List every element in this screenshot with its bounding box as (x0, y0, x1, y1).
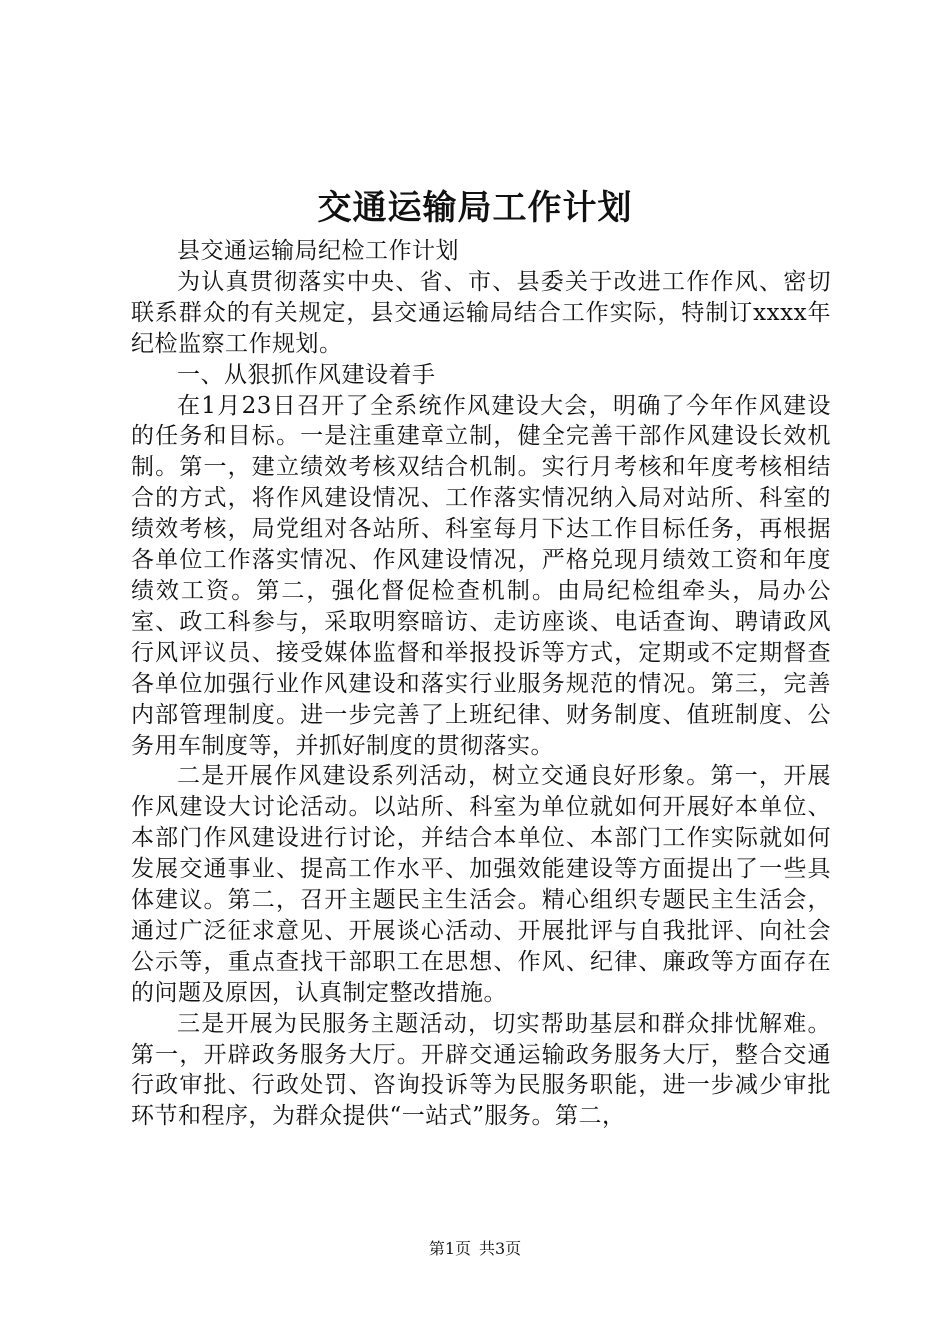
page-footer (0, 1238, 950, 1260)
paragraph-intro: 为认真贯彻落实中央、省、市、县委关于改进工作作风、密切联系群众的有关规定，县交通运输局结合工作实际，特制订xxxx年纪检监察工作规划。 (131, 268, 831, 357)
paragraph: 在1月23日召开了全系统作风建设大会，明确了今年作风建设的任务和目标。一是注重建章立制，健全完善干部作风建设长效机制。第一，建立绩效考核双结合机制。实行月考核和年度考核相结合的方式，将作风建设情况、工作落实情况纳入局对站所、科室的绩效考核，局党组对各站所、科室每月下达工作目标任务，再根据各单位工作落实情况、作风建设情况，严格兑现月绩效工资和年度绩效工资。第二，强化督促检查机制。由局纪检组牵头，局办公室、政工科参与，采取明察暗访、走访座谈、电话查询、聘请政风行风评议员、接受媒体监督和举报投诉等方式，定期或不定期督查各单位加强行业作风建设和落实行业服务规范的情况。第三，完善内部管理制度。进一步完善了上班纪律、财务制度、值班制度、公务用车制度等，并抓好制度的贯彻落实。 (131, 392, 831, 759)
paragraph: 二是开展作风建设系列活动，树立交通良好形象。第一，开展作风建设大讨论活动。以站所、科室为单位就如何开展好本单位、本部门作风建设进行讨论，并结合本单位、本部门工作实际就如何发展交通事业、提高工作水平、加强效能建设等方面提出了一些具体建议。第二，召开主题民主生活会。精心组织专题民主生活会，通过广泛征求意见、开展谈心活动、开展批评与自我批评、向社会公示等，重点查找干部职工在思想、作风、纪律、廉政等方面存在的问题及原因，认真制定整改措施。 (131, 763, 831, 1006)
paragraph-subtitle: 县交通运输局纪检工作计划 (177, 238, 459, 264)
document-body (131, 236, 831, 1132)
section-heading: 一、从狠抓作风建设着手 (177, 361, 436, 388)
document-title: 交通运输局工作计划 (317, 188, 633, 228)
page-number: 第1页 (428, 1239, 471, 1258)
paragraph: 三是开展为民服务主题活动，切实帮助基层和群众排忧解难。第一，开辟政务服务大厅。开辟交通运输政务服务大厅，整合交通行政审批、行政处罚、咨询投诉等为民服务职能，进一步减少审批环节和程序，为群众提供“一站式”服务。第二， (131, 1010, 831, 1130)
page-total: 共3页 (479, 1239, 522, 1258)
